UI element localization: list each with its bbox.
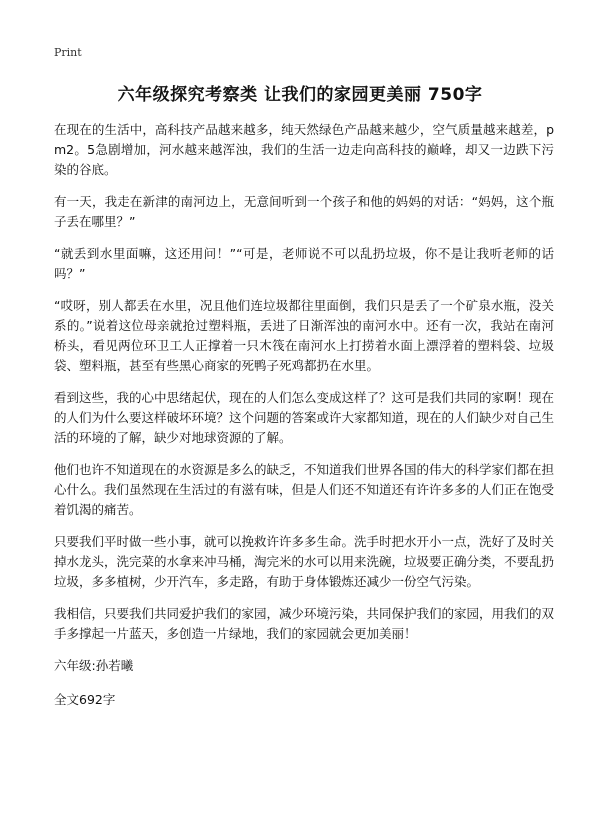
article-title: 六年级探究考察类 让我们的家园更美丽 750字: [117, 85, 483, 105]
author-line: 六年级:孙若曦: [54, 658, 134, 673]
word-count: 全文692字: [54, 692, 116, 707]
article-paragraph: 他们也许不知道现在的水资源是多么的缺乏，不知道我们世界各国的伟大的科学家们都在担心什么。我们虽然现在生活过的有滋有味，但是人们还不知道还有许许多多的人们正在饱受着饥渴的痛苦。: [54, 462, 555, 517]
article-paragraph: 只要我们平时做一些小事，就可以挽救许许多多生命。洗手时把水开小一点，洗好了及时关掉水龙头，洗完菜的水拿来冲马桶，淘完米的水可以用来洗碗，垃圾要正确分类，不要乱扔垃圾，多多植树，少开汽车，多走路，有助于身体锻炼还减少一份空气污染。: [54, 534, 555, 589]
article-paragraph: 看到这些，我的心中思绪起伏，现在的人们怎么变成这样了？这可是我们共同的家啊！现在的人们为什么要这样破坏环境？这个问题的答案或许大家都知道，现在的人们缺少对自己生活的环境的了解，缺少对地球资源的了解。: [54, 390, 555, 445]
article-paragraph: 有一天，我走在新津的南河边上，无意间听到一个孩子和他的妈妈的对话：“妈妈，这个瓶子丢在哪里？”: [54, 194, 554, 229]
article-body: [54, 120, 554, 722]
article-paragraph: 我相信，只要我们共同爱护我们的家园，减少环境污染，共同保护我们的家园，用我们的双手多撑起一片蓝天，多创造一片绿地，我们的家园就会更加美丽！: [54, 606, 555, 641]
article-paragraph: “哎呀，别人都丢在水里，况且他们连垃圾都往里面倒，我们只是丢了一个矿泉水瓶，没关系的。”说着这位母亲就抢过塑料瓶，丢进了日渐浑浊的南河水中。还有一次，我站在南河桥头，看见两位环卫工人正撑着一只木筏在南河水上打捞着水面上漂浮着的塑料袋、垃圾袋、塑料瓶，甚至有些黑心商家的死鸭子死鸡都扔在水里。: [54, 298, 554, 373]
print-link[interactable]: Print: [54, 46, 82, 59]
article-paragraph: “就丢到水里面嘛，这还用问！”“可是，老师说不可以乱扔垃圾，你不是让我听老师的话吗？”: [54, 246, 554, 281]
article-paragraph: 在现在的生活中，高科技产品越来越多，纯天然绿色产品越来越少，空气质量越来越差，pm2。5急剧增加，河水越来越浑浊，我们的生活一边走向高科技的巅峰，却又一边跌下污染的谷底。: [54, 122, 554, 177]
